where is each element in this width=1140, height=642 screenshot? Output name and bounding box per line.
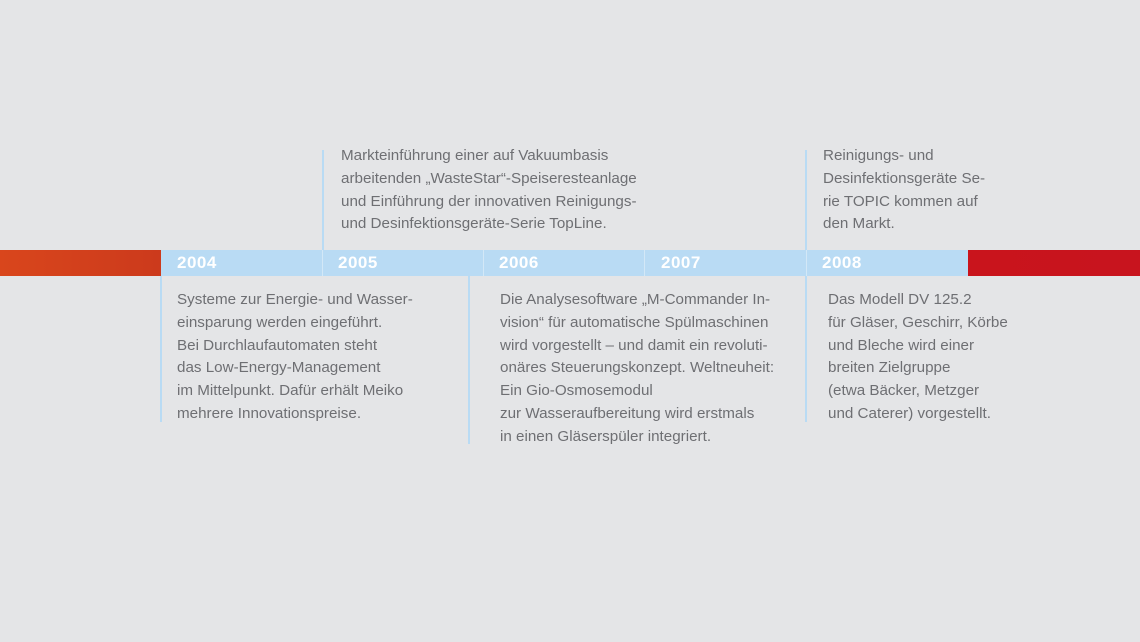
connector-line [805, 150, 807, 250]
event-2004-text: Systeme zur Energie- und Wasser- einsparung werden eingeführt. Bei Durchlaufautomaten steht das Low-Energy-Management im Mittelpunkt. Dafür erhält Meiko mehrere Innovationspreise. [177, 291, 413, 422]
year-label-2006: 2006 [499, 253, 539, 272]
event-2006-text: Die Analysesoftware „M-Commander In- vision“ für automatische Spülmaschinen wird vorgestellt – und damit ein revoluti- onäres Steuerungskonzept. Weltneuheit: Ein Gio-Osmosemodul zur Wasseraufbereitung wird erstmals in einen Gläserspüler integriert. [500, 291, 775, 445]
event-2008-top-text: Reinigungs- und Desinfektionsgeräte Se- rie TOPIC kommen auf den Markt. [823, 147, 986, 233]
connector-line [805, 276, 807, 422]
year-separator [644, 250, 645, 276]
connector-line [160, 276, 162, 422]
event-2005-text: Markteinführung einer auf Vakuumbasis arbeitenden „WasteStar“-Speiseresteanlage und Einführung der innovativen Reinigungs- und Desinfektionsgeräte-Serie TopLine. [341, 147, 637, 233]
event-2008-bottom-text: Das Modell DV 125.2 für Gläser, Geschirr, Körbe und Bleche wird einer breiten Zielgruppe (etwa Bäcker, Metzger und Caterer) vorgestellt. [828, 291, 1008, 422]
timeline-start-accent [0, 250, 161, 276]
year-label-2007: 2007 [661, 253, 701, 272]
connector-line [322, 150, 324, 250]
timeline-end-accent [968, 250, 1140, 276]
connector-line [468, 276, 470, 444]
year-label-2005: 2005 [338, 253, 378, 272]
year-separator [483, 250, 484, 276]
year-separator [322, 250, 323, 276]
year-separator [806, 250, 807, 276]
year-label-2004: 2004 [177, 253, 217, 272]
year-label-2008: 2008 [822, 253, 862, 272]
